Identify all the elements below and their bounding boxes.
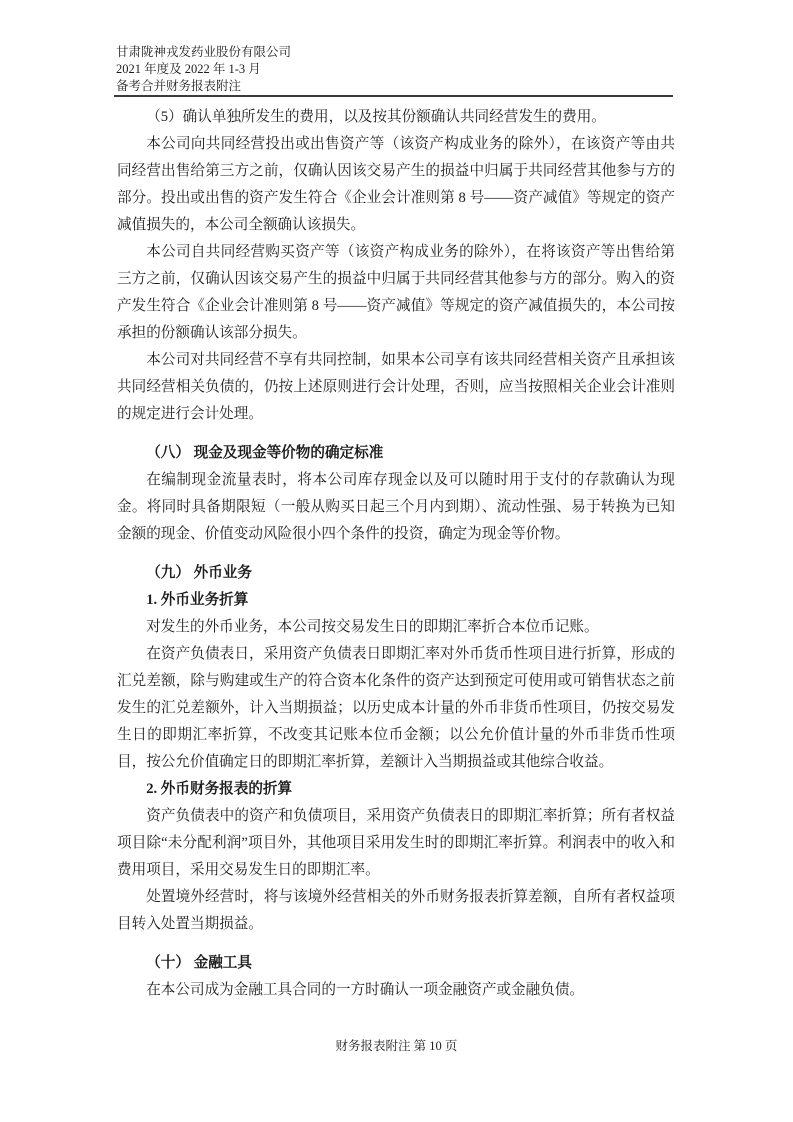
document-title: 备考合并财务报表附注 [116,79,242,93]
page-footer: 财务报表附注 第 10 页 [335,1039,458,1053]
document-body [117,104,675,1004]
report-period: 2021 年度及 2022 年 1-3 月 [116,62,261,76]
paragraph: （5）确认单独所发生的费用，以及按其份额确认共同经营发生的费用。 [146,109,606,125]
paragraph: 资产负债表中的资产和负债项目，采用资产负债表日的即期汇率折算；所有者权益项目除“未分配利润”项目外，其他项目采用发生时的即期汇率折算。利润表中的收入和费用项目，采用交易发生日的即期汇率。 [117,808,675,878]
paragraph: 本公司对共同经营不享有共同控制，如果本公司享有该共同经营相关资产且承担该共同经营相关负债的，仍按上述原则进行会计处理，否则，应当按照相关企业会计准则的规定进行会计处理。 [117,352,675,422]
paragraph: 本公司自共同经营购买资产等（该资产构成业务的除外），在将该资产等出售给第三方之前，仅确认因该交易产生的损益中归属于共同经营其他参与方的部分。购入的资产发生符合《企业会计准则第 8 号——资产减值》等规定的资产减值损失的，本公司按承担的份额确认该部分损失。 [117,244,675,341]
sub-heading-fx-translation: 1. 外币业务折算 [146,592,249,608]
report-header [116,44,675,95]
header-divider [114,95,673,97]
paragraph: 对发生的外币业务，本公司按交易发生日的即期汇率折合本位币记账。 [146,619,599,635]
company-name: 甘肃陇神戎发药业股份有限公司 [116,45,292,59]
section-heading-financial-instruments: （十） 金融工具 [146,955,252,971]
section-heading-foreign-currency: （九） 外币业务 [146,565,252,581]
paragraph: 在编制现金流量表时，将本公司库存现金以及可以随时用于支付的存款确认为现金。将同时具备期限短（一般从购买日起三个月内到期）、流动性强、易于转换为已知金额的现金、价值变动风险很小四个条件的投资，确定为现金等价物。 [117,472,675,542]
paragraph: 在资产负债表日，采用资产负债表日即期汇率对外币货币性项目进行折算，形成的汇兑差额，除与购建或生产的符合资本化条件的资产达到预定可使用或可销售状态之前发生的汇兑差额外，计入当期损益；以历史成本计量的外币非货币性项目，仍按交易发生日的即期汇率折算，不改变其记账本位币金额；以公允价值计量的外币非货币性项目，按公允价值确定日的即期汇率折算，差额计入当期损益或其他综合收益。 [117,646,675,770]
section-heading-cash-equivalents: （八） 现金及现金等价物的确定标准 [146,445,384,461]
paragraph: 本公司向共同经营投出或出售资产等（该资产构成业务的除外），在该资产等由共同经营出售给第三方之前，仅确认因该交易产生的损益中归属于共同经营其他参与方的部分。投出或出售的资产发生符合《企业会计准则第 8 号——资产减值》等规定的资产减值损失的，本公司全额确认该损失。 [117,136,675,233]
sub-heading-fx-statements: 2. 外币财务报表的折算 [146,781,293,797]
paragraph: 在本公司成为金融工具合同的一方时确认一项金融资产或金融负债。 [146,982,585,998]
paragraph: 处置境外经营时，将与该境外经营相关的外币财务报表折算差额，自所有者权益项目转入处置当期损益。 [117,889,675,932]
